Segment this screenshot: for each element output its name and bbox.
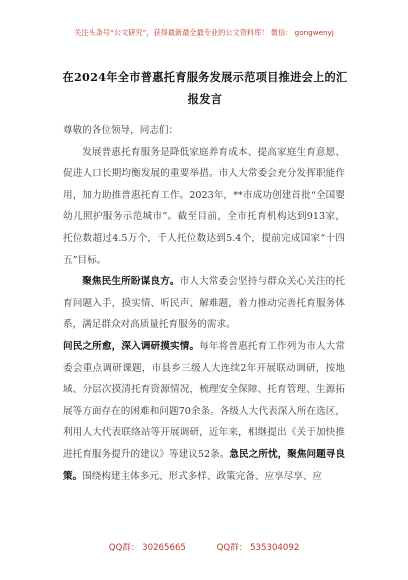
paragraph-3-tail: 围绕构建主体多元、形式多样、政策完备、应享尽享、应: [82, 470, 323, 482]
qq-group-1: QQ群： 30265665: [108, 543, 186, 553]
document-body: [63, 120, 345, 487]
document-title: 在2024年全市普惠托育服务发展示范项目推进会上的汇报发言: [62, 70, 348, 106]
qq-group-2: QQ群： 535304092: [216, 543, 300, 553]
salutation: 尊敬的各位领导，同志们：: [63, 125, 179, 136]
paragraph-3-heading: 问民之所愈，深入调研摸实情。: [63, 340, 200, 352]
paragraph-3-heading-2: 急民之所忧，聚焦问题寻良策。: [63, 448, 346, 482]
paragraph-2-text: 市人大常委会坚持与群众关心关注的托育问题入手，摸实情、听民声、解难题，着力推动完善托育服务体系，满足群众对高质量托育服务的需求。: [63, 276, 346, 331]
paragraph-2: [63, 271, 345, 336]
paragraph-2-heading: 聚焦民生所盼谋良方。: [82, 276, 180, 288]
paragraph-3: [63, 336, 345, 487]
footer-qq-groups: [0, 541, 408, 553]
paragraph-3-text: 每年将普惠托育工作列为市人大常委会重点调研课题，市县乡三级人大连续2年开展联动调研，按地域、分层次摸清托育资源情况，梳理安全保障、托育管理、生源拓展等方面存在的困难和问题70余条。各级人大代表深入所在选区，利用人大代表联络站等开展调研，近年来，相继提出《关于加快推进托育服务提升的建议》等建议52条。: [63, 340, 345, 460]
paragraph-1: 发展普惠托育服务是降低家庭养育成本、提高家庭生育意愿、促进人口长期均衡发展的重要举措。市人大常委会充分发挥职能作用，加力助推普惠托育工作。2023年，**市成功创建首批“全国婴幼儿照护服务示范城市”。截至目前，全市托育机构达到913家，托位数超过4.5万个，千人托位数达到5.4个，提前完成国家“十四五”目标。: [63, 146, 345, 266]
header-promo-note: 关注头条号“公文研究”，获得最新最全最专业的公文资料库！ 微信： gongwenyj: [74, 28, 334, 37]
